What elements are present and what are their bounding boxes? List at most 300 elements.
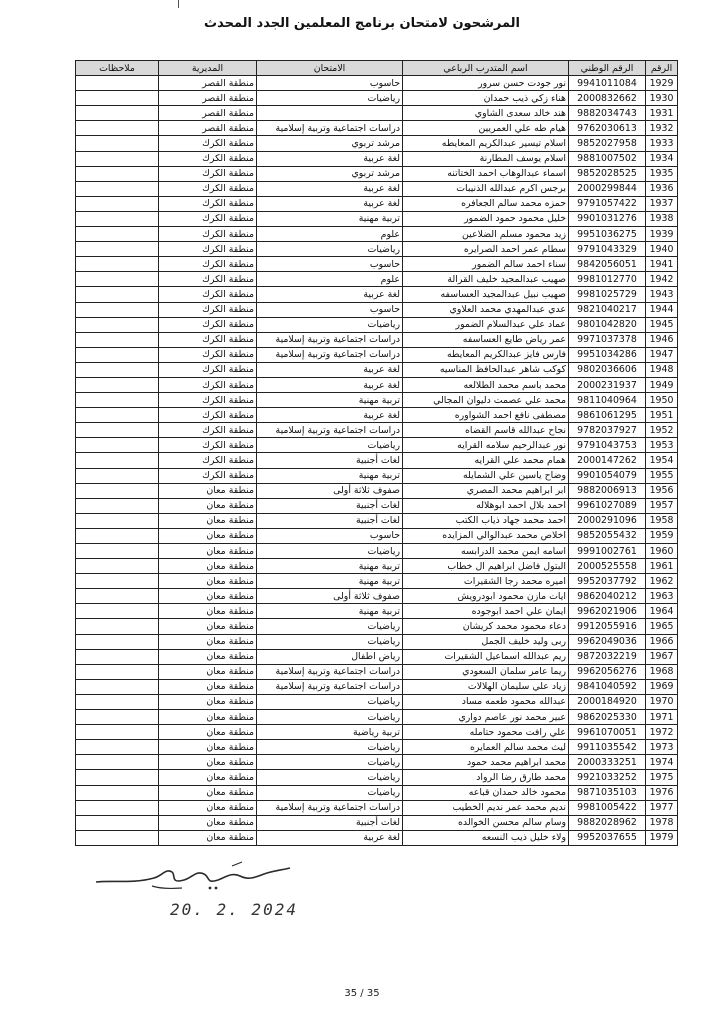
national-id-cell: 9981005422 bbox=[569, 800, 646, 815]
notes-cell bbox=[76, 755, 159, 770]
exam-cell: رياضيات bbox=[257, 710, 403, 725]
table-row bbox=[76, 302, 678, 317]
trainee-name-cell: محمد طارق رضا الرواد bbox=[403, 770, 569, 785]
national-id-cell: 9912055916 bbox=[569, 619, 646, 634]
exam-cell: تربية مهنية bbox=[257, 559, 403, 574]
table-row bbox=[76, 166, 678, 181]
row-number-cell: 1965 bbox=[646, 619, 678, 634]
trainee-name-cell: عدي عبدالمهدي محمد العلاوي bbox=[403, 302, 569, 317]
row-number-cell: 1953 bbox=[646, 438, 678, 453]
notes-cell bbox=[76, 181, 159, 196]
row-number-cell: 1975 bbox=[646, 770, 678, 785]
row-number-cell: 1951 bbox=[646, 408, 678, 423]
row-number-cell: 1962 bbox=[646, 574, 678, 589]
notes-cell bbox=[76, 649, 159, 664]
directorate-cell: منطقة الكرك bbox=[159, 377, 257, 392]
col-header-exam: الامتحان bbox=[257, 61, 403, 76]
candidates-table bbox=[75, 60, 678, 846]
directorate-cell: منطقة معان bbox=[159, 770, 257, 785]
directorate-cell: منطقة الكرك bbox=[159, 227, 257, 242]
directorate-cell: منطقة الكرك bbox=[159, 317, 257, 332]
national-id-cell: 9882006913 bbox=[569, 483, 646, 498]
exam-cell: رياضيات bbox=[257, 755, 403, 770]
trainee-name-cell: سناء احمد سالم الضمور bbox=[403, 257, 569, 272]
table-row bbox=[76, 332, 678, 347]
notes-cell bbox=[76, 438, 159, 453]
national-id-cell: 2000299844 bbox=[569, 181, 646, 196]
notes-cell bbox=[76, 740, 159, 755]
exam-cell: حاسوب bbox=[257, 76, 403, 91]
table-row bbox=[76, 694, 678, 709]
row-number-cell: 1969 bbox=[646, 679, 678, 694]
table-row bbox=[76, 287, 678, 302]
exam-cell: رياضيات bbox=[257, 694, 403, 709]
exam-cell: دراسات اجتماعية وتربية إسلامية bbox=[257, 332, 403, 347]
national-id-cell: 9911035542 bbox=[569, 740, 646, 755]
row-number-cell: 1964 bbox=[646, 604, 678, 619]
directorate-cell: منطقة القصر bbox=[159, 106, 257, 121]
trainee-name-cell: ولاء خليل ذيب النسعه bbox=[403, 830, 569, 845]
handwritten-signature bbox=[92, 858, 302, 896]
exam-cell: لغة عربية bbox=[257, 196, 403, 211]
national-id-cell: 9862025330 bbox=[569, 710, 646, 725]
row-number-cell: 1970 bbox=[646, 694, 678, 709]
notes-cell bbox=[76, 362, 159, 377]
directorate-cell: منطقة الكرك bbox=[159, 211, 257, 226]
trainee-name-cell: ايمان علي احمد ابوجوده bbox=[403, 604, 569, 619]
trainee-name-cell: سطام عمر احمد الصرايره bbox=[403, 242, 569, 257]
trainee-name-cell: اسماء عبدالوهاب احمد الختاتنه bbox=[403, 166, 569, 181]
directorate-cell: منطقة معان bbox=[159, 483, 257, 498]
row-number-cell: 1938 bbox=[646, 211, 678, 226]
notes-cell bbox=[76, 136, 159, 151]
notes-cell bbox=[76, 91, 159, 106]
exam-cell: دراسات اجتماعية وتربية إسلامية bbox=[257, 423, 403, 438]
trainee-name-cell: اسامه ايمن محمد الدرابسه bbox=[403, 544, 569, 559]
table-row bbox=[76, 528, 678, 543]
scan-mark bbox=[178, 0, 179, 8]
notes-cell bbox=[76, 725, 159, 740]
directorate-cell: منطقة معان bbox=[159, 815, 257, 830]
directorate-cell: منطقة الكرك bbox=[159, 181, 257, 196]
national-id-cell: 9882028962 bbox=[569, 815, 646, 830]
table-body bbox=[76, 76, 678, 846]
directorate-cell: منطقة معان bbox=[159, 619, 257, 634]
exam-cell: دراسات اجتماعية وتربية إسلامية bbox=[257, 347, 403, 362]
notes-cell bbox=[76, 106, 159, 121]
exam-cell: لغات أجنبية bbox=[257, 513, 403, 528]
national-id-cell: 9852027958 bbox=[569, 136, 646, 151]
notes-cell bbox=[76, 604, 159, 619]
trainee-name-cell: اميره محمد رجا الشقيرات bbox=[403, 574, 569, 589]
exam-cell: رياضيات bbox=[257, 740, 403, 755]
notes-cell bbox=[76, 619, 159, 634]
table-row bbox=[76, 317, 678, 332]
national-id-cell: 9791043753 bbox=[569, 438, 646, 453]
row-number-cell: 1933 bbox=[646, 136, 678, 151]
trainee-name-cell: برجس اكرم عبدالله الذنيبات bbox=[403, 181, 569, 196]
table-row bbox=[76, 121, 678, 136]
table-row bbox=[76, 483, 678, 498]
national-id-cell: 9841040592 bbox=[569, 679, 646, 694]
exam-cell: دراسات اجتماعية وتربية إسلامية bbox=[257, 800, 403, 815]
trainee-name-cell: نجاح عبدالله قاسم القضاه bbox=[403, 423, 569, 438]
row-number-cell: 1973 bbox=[646, 740, 678, 755]
row-number-cell: 1952 bbox=[646, 423, 678, 438]
trainee-name-cell: محمد ابراهيم محمد حمود bbox=[403, 755, 569, 770]
col-header-notes: ملاحظات bbox=[76, 61, 159, 76]
national-id-cell: 9962056276 bbox=[569, 664, 646, 679]
row-number-cell: 1963 bbox=[646, 589, 678, 604]
trainee-name-cell: صهيب نبيل عبدالمجيد العساسفه bbox=[403, 287, 569, 302]
national-id-cell: 9801042820 bbox=[569, 317, 646, 332]
exam-cell: علوم bbox=[257, 272, 403, 287]
notes-cell bbox=[76, 302, 159, 317]
table-row bbox=[76, 589, 678, 604]
trainee-name-cell: ريم عبدالله اسماعيل الشقيرات bbox=[403, 649, 569, 664]
notes-cell bbox=[76, 332, 159, 347]
trainee-name-cell: احمد محمد جهاد ذياب الكتب bbox=[403, 513, 569, 528]
national-id-cell: 9961070051 bbox=[569, 725, 646, 740]
notes-cell bbox=[76, 815, 159, 830]
national-id-cell: 2000184920 bbox=[569, 694, 646, 709]
notes-cell bbox=[76, 453, 159, 468]
national-id-cell: 9852055432 bbox=[569, 528, 646, 543]
row-number-cell: 1971 bbox=[646, 710, 678, 725]
trainee-name-cell: علي رافت محمود حتامله bbox=[403, 725, 569, 740]
directorate-cell: منطقة الكرك bbox=[159, 468, 257, 483]
row-number-cell: 1958 bbox=[646, 513, 678, 528]
notes-cell bbox=[76, 544, 159, 559]
col-header-directorate: المديرية bbox=[159, 61, 257, 76]
row-number-cell: 1978 bbox=[646, 815, 678, 830]
exam-cell: رياضيات bbox=[257, 619, 403, 634]
col-header-name: اسم المتدرب الرباعي bbox=[403, 61, 569, 76]
exam-cell: لغة عربية bbox=[257, 377, 403, 392]
directorate-cell: منطقة معان bbox=[159, 634, 257, 649]
table-row bbox=[76, 725, 678, 740]
exam-cell: لغة عربية bbox=[257, 181, 403, 196]
table-row bbox=[76, 453, 678, 468]
trainee-name-cell: ابر ابراهيم محمد المصري bbox=[403, 483, 569, 498]
directorate-cell: منطقة معان bbox=[159, 559, 257, 574]
notes-cell bbox=[76, 513, 159, 528]
notes-cell bbox=[76, 257, 159, 272]
national-id-cell: 2000291096 bbox=[569, 513, 646, 528]
row-number-cell: 1979 bbox=[646, 830, 678, 845]
trainee-name-cell: مصطفى نافع احمد الشواوره bbox=[403, 408, 569, 423]
row-number-cell: 1930 bbox=[646, 91, 678, 106]
row-number-cell: 1936 bbox=[646, 181, 678, 196]
table-row bbox=[76, 679, 678, 694]
directorate-cell: منطقة الكرك bbox=[159, 242, 257, 257]
table-row bbox=[76, 393, 678, 408]
row-number-cell: 1929 bbox=[646, 76, 678, 91]
signature-date: 20. 2. 2024 bbox=[170, 900, 298, 919]
trainee-name-cell: عبدالله محمود طعمه مساد bbox=[403, 694, 569, 709]
exam-cell: رياضيات bbox=[257, 242, 403, 257]
national-id-cell: 9952037655 bbox=[569, 830, 646, 845]
row-number-cell: 1935 bbox=[646, 166, 678, 181]
table-row bbox=[76, 196, 678, 211]
row-number-cell: 1941 bbox=[646, 257, 678, 272]
exam-cell: رياضيات bbox=[257, 770, 403, 785]
row-number-cell: 1977 bbox=[646, 800, 678, 815]
trainee-name-cell: زيد محمود مسلم الضلاعين bbox=[403, 227, 569, 242]
directorate-cell: منطقة معان bbox=[159, 785, 257, 800]
directorate-cell: منطقة معان bbox=[159, 710, 257, 725]
notes-cell bbox=[76, 317, 159, 332]
directorate-cell: منطقة القصر bbox=[159, 91, 257, 106]
notes-cell bbox=[76, 196, 159, 211]
exam-cell: حاسوب bbox=[257, 257, 403, 272]
exam-cell: صفوف ثلاثة أولى bbox=[257, 589, 403, 604]
directorate-cell: منطقة الكرك bbox=[159, 151, 257, 166]
directorate-cell: منطقة الكرك bbox=[159, 287, 257, 302]
directorate-cell: منطقة الكرك bbox=[159, 302, 257, 317]
row-number-cell: 1937 bbox=[646, 196, 678, 211]
trainee-name-cell: وضاح ياسين علي الشمايله bbox=[403, 468, 569, 483]
national-id-cell: 2000832662 bbox=[569, 91, 646, 106]
directorate-cell: منطقة معان bbox=[159, 740, 257, 755]
table-row bbox=[76, 649, 678, 664]
national-id-cell: 9811040964 bbox=[569, 393, 646, 408]
notes-cell bbox=[76, 377, 159, 392]
row-number-cell: 1944 bbox=[646, 302, 678, 317]
trainee-name-cell: البتول فاضل ابراهيم ال خطاب bbox=[403, 559, 569, 574]
exam-cell: لغة عربية bbox=[257, 151, 403, 166]
exam-cell: رياضيات bbox=[257, 317, 403, 332]
exam-cell: دراسات اجتماعية وتربية إسلامية bbox=[257, 121, 403, 136]
row-number-cell: 1940 bbox=[646, 242, 678, 257]
national-id-cell: 2000333251 bbox=[569, 755, 646, 770]
national-id-cell: 9782037927 bbox=[569, 423, 646, 438]
exam-cell: دراسات اجتماعية وتربية إسلامية bbox=[257, 679, 403, 694]
exam-cell: لغات أجنبية bbox=[257, 453, 403, 468]
national-id-cell: 9981012770 bbox=[569, 272, 646, 287]
national-id-cell: 9901054079 bbox=[569, 468, 646, 483]
row-number-cell: 1948 bbox=[646, 362, 678, 377]
row-number-cell: 1957 bbox=[646, 498, 678, 513]
exam-cell: لغات أجنبية bbox=[257, 815, 403, 830]
trainee-name-cell: نور جودت حسن سرور bbox=[403, 76, 569, 91]
row-number-cell: 1955 bbox=[646, 468, 678, 483]
row-number-cell: 1976 bbox=[646, 785, 678, 800]
trainee-name-cell: ربى وليد خليف الجمل bbox=[403, 634, 569, 649]
table-row bbox=[76, 800, 678, 815]
trainee-name-cell: محمد باسم محمد الطلالعه bbox=[403, 377, 569, 392]
national-id-cell: 9921033252 bbox=[569, 770, 646, 785]
directorate-cell: منطقة معان bbox=[159, 498, 257, 513]
row-number-cell: 1945 bbox=[646, 317, 678, 332]
notes-cell bbox=[76, 166, 159, 181]
table-row bbox=[76, 242, 678, 257]
notes-cell bbox=[76, 694, 159, 709]
trainee-name-cell: نديم محمد عمر نديم الخطيب bbox=[403, 800, 569, 815]
exam-cell: حاسوب bbox=[257, 528, 403, 543]
directorate-cell: منطقة الكرك bbox=[159, 272, 257, 287]
national-id-cell: 9961027089 bbox=[569, 498, 646, 513]
notes-cell bbox=[76, 272, 159, 287]
trainee-name-cell: زياد علي سليمان الهلالات bbox=[403, 679, 569, 694]
row-number-cell: 1931 bbox=[646, 106, 678, 121]
notes-cell bbox=[76, 76, 159, 91]
directorate-cell: منطقة معان bbox=[159, 649, 257, 664]
exam-cell: تربية مهنية bbox=[257, 211, 403, 226]
trainee-name-cell: ليث محمد سالم العمايره bbox=[403, 740, 569, 755]
notes-cell bbox=[76, 785, 159, 800]
exam-cell: لغة عربية bbox=[257, 287, 403, 302]
col-header-num: الرقم bbox=[646, 61, 678, 76]
notes-cell bbox=[76, 800, 159, 815]
table-row bbox=[76, 136, 678, 151]
table-row bbox=[76, 755, 678, 770]
notes-cell bbox=[76, 121, 159, 136]
table-row bbox=[76, 604, 678, 619]
notes-cell bbox=[76, 770, 159, 785]
table-row bbox=[76, 740, 678, 755]
notes-cell bbox=[76, 408, 159, 423]
exam-cell: رياضيات bbox=[257, 91, 403, 106]
national-id-cell: 2000147262 bbox=[569, 453, 646, 468]
trainee-name-cell: هند خالد سعدى الشاوي bbox=[403, 106, 569, 121]
directorate-cell: منطقة معان bbox=[159, 725, 257, 740]
table-row bbox=[76, 710, 678, 725]
notes-cell bbox=[76, 347, 159, 362]
exam-cell: حاسوب bbox=[257, 302, 403, 317]
national-id-cell: 9881007502 bbox=[569, 151, 646, 166]
trainee-name-cell: وسام سالم محسن الخوالده bbox=[403, 815, 569, 830]
exam-cell bbox=[257, 106, 403, 121]
table-row bbox=[76, 559, 678, 574]
row-number-cell: 1968 bbox=[646, 664, 678, 679]
table-row bbox=[76, 91, 678, 106]
national-id-cell: 9802036606 bbox=[569, 362, 646, 377]
directorate-cell: منطقة معان bbox=[159, 574, 257, 589]
notes-cell bbox=[76, 468, 159, 483]
table-row bbox=[76, 468, 678, 483]
notes-cell bbox=[76, 528, 159, 543]
exam-cell: لغة عربية bbox=[257, 830, 403, 845]
col-header-national-id: الرقم الوطني bbox=[569, 61, 646, 76]
trainee-name-cell: دعاء محمود محمد كريشان bbox=[403, 619, 569, 634]
directorate-cell: منطقة معان bbox=[159, 604, 257, 619]
notes-cell bbox=[76, 287, 159, 302]
directorate-cell: منطقة الكرك bbox=[159, 453, 257, 468]
notes-cell bbox=[76, 559, 159, 574]
table-row bbox=[76, 272, 678, 287]
trainee-name-cell: ريما عامر سلمان السعودي bbox=[403, 664, 569, 679]
directorate-cell: منطقة الكرك bbox=[159, 347, 257, 362]
national-id-cell: 9821040217 bbox=[569, 302, 646, 317]
table-row bbox=[76, 151, 678, 166]
exam-cell: مرشد تربوي bbox=[257, 166, 403, 181]
row-number-cell: 1972 bbox=[646, 725, 678, 740]
directorate-cell: منطقة الكرك bbox=[159, 196, 257, 211]
national-id-cell: 9872032219 bbox=[569, 649, 646, 664]
table-row bbox=[76, 634, 678, 649]
national-id-cell: 9962049036 bbox=[569, 634, 646, 649]
table-row bbox=[76, 76, 678, 91]
directorate-cell: منطقة الكرك bbox=[159, 408, 257, 423]
national-id-cell: 9862040212 bbox=[569, 589, 646, 604]
national-id-cell: 9951036275 bbox=[569, 227, 646, 242]
row-number-cell: 1942 bbox=[646, 272, 678, 287]
trainee-name-cell: ايات مازن محمود ابودرويش bbox=[403, 589, 569, 604]
row-number-cell: 1932 bbox=[646, 121, 678, 136]
page-number: 35 / 35 bbox=[344, 988, 380, 999]
row-number-cell: 1949 bbox=[646, 377, 678, 392]
trainee-name-cell: صهيب عبدالمجيد خليف القرالة bbox=[403, 272, 569, 287]
directorate-cell: منطقة معان bbox=[159, 513, 257, 528]
table-row bbox=[76, 544, 678, 559]
table-row bbox=[76, 770, 678, 785]
row-number-cell: 1946 bbox=[646, 332, 678, 347]
directorate-cell: منطقة القصر bbox=[159, 121, 257, 136]
exam-cell: رياضيات bbox=[257, 785, 403, 800]
directorate-cell: منطقة معان bbox=[159, 800, 257, 815]
trainee-name-cell: هناء زكي ذيب حمدان bbox=[403, 91, 569, 106]
national-id-cell: 9952037792 bbox=[569, 574, 646, 589]
notes-cell bbox=[76, 574, 159, 589]
table-row bbox=[76, 211, 678, 226]
directorate-cell: منطقة الكرك bbox=[159, 362, 257, 377]
table-row bbox=[76, 347, 678, 362]
exam-cell: مرشد تربوي bbox=[257, 136, 403, 151]
national-id-cell: 9861061295 bbox=[569, 408, 646, 423]
row-number-cell: 1934 bbox=[646, 151, 678, 166]
exam-cell: دراسات اجتماعية وتربية إسلامية bbox=[257, 664, 403, 679]
row-number-cell: 1967 bbox=[646, 649, 678, 664]
trainee-name-cell: همام محمد علي القرايه bbox=[403, 453, 569, 468]
row-number-cell: 1961 bbox=[646, 559, 678, 574]
exam-cell: تربية رياضية bbox=[257, 725, 403, 740]
table-row bbox=[76, 785, 678, 800]
national-id-cell: 2000231937 bbox=[569, 377, 646, 392]
exam-cell: تربية مهنية bbox=[257, 604, 403, 619]
row-number-cell: 1960 bbox=[646, 544, 678, 559]
national-id-cell: 9981025729 bbox=[569, 287, 646, 302]
directorate-cell: منطقة معان bbox=[159, 830, 257, 845]
trainee-name-cell: اسلام يوسف المطارنة bbox=[403, 151, 569, 166]
table-row bbox=[76, 377, 678, 392]
table-row bbox=[76, 498, 678, 513]
directorate-cell: منطقة معان bbox=[159, 694, 257, 709]
trainee-name-cell: كوكب شاهر عبدالحافظ المناسيه bbox=[403, 362, 569, 377]
exam-cell: لغات أجنبية bbox=[257, 498, 403, 513]
national-id-cell: 9852028525 bbox=[569, 166, 646, 181]
table-row bbox=[76, 619, 678, 634]
directorate-cell: منطقة الكرك bbox=[159, 423, 257, 438]
row-number-cell: 1974 bbox=[646, 755, 678, 770]
national-id-cell: 9971037378 bbox=[569, 332, 646, 347]
trainee-name-cell: احمد بلال احمد ابوهلاله bbox=[403, 498, 569, 513]
trainee-name-cell: اخلاص محمد عبدالوالي المزايده bbox=[403, 528, 569, 543]
trainee-name-cell: حمزه محمد سالم الجعافره bbox=[403, 196, 569, 211]
table-row bbox=[76, 106, 678, 121]
national-id-cell: 9762030613 bbox=[569, 121, 646, 136]
notes-cell bbox=[76, 498, 159, 513]
trainee-name-cell: عبير محمد نور عاصم دواري bbox=[403, 710, 569, 725]
row-number-cell: 1966 bbox=[646, 634, 678, 649]
notes-cell bbox=[76, 483, 159, 498]
notes-cell bbox=[76, 710, 159, 725]
directorate-cell: منطقة الكرك bbox=[159, 136, 257, 151]
table-header-row bbox=[76, 61, 678, 76]
notes-cell bbox=[76, 679, 159, 694]
exam-cell: لغة عربية bbox=[257, 408, 403, 423]
exam-cell: تربية مهنية bbox=[257, 393, 403, 408]
